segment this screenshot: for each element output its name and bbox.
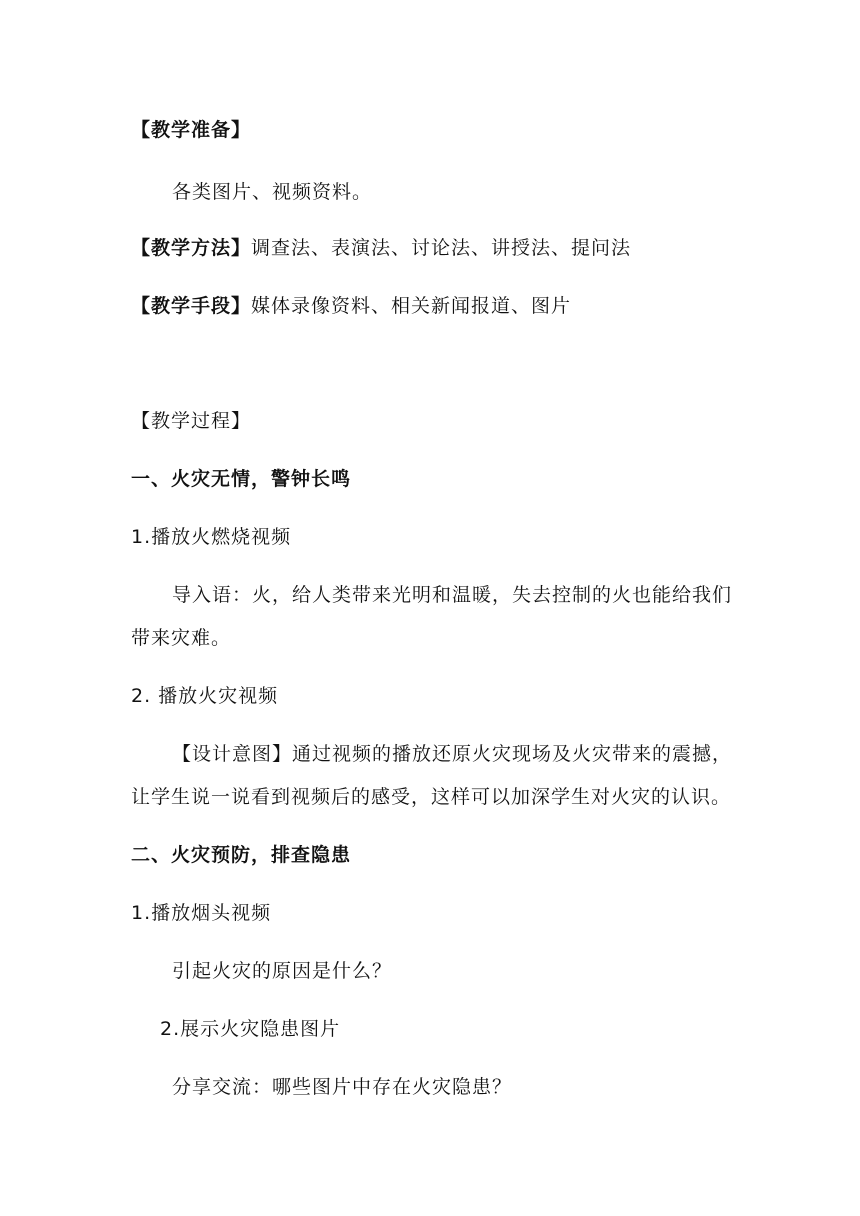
means-body: 媒体录像资料、相关新闻报道、图片	[251, 295, 572, 317]
design-intent-line1: 【设计意图】通过视频的播放还原火灾现场及火灾带来的震撼，	[172, 743, 733, 765]
method-body: 调查法、表演法、讨论法、讲授法、提问法	[251, 237, 632, 259]
prep-body: 各类图片、视频资料。	[172, 181, 373, 203]
design-intent-line2: 让学生说一说看到视频后的感受，这样可以加深学生对火灾的认识。	[131, 786, 732, 808]
section1-item2: 2. 播放火灾视频	[131, 685, 279, 707]
method-line	[131, 234, 860, 262]
section1-intro-line1: 导入语：火，给人类带来光明和温暖，失去控制的火也能给我们	[172, 584, 733, 606]
section1-intro-line2: 带来灾难。	[131, 627, 232, 649]
section2-question1: 引起火灾的原因是什么？	[172, 960, 393, 982]
section2-share: 分享交流：哪些图片中存在火灾隐患？	[172, 1076, 513, 1098]
section2-item1: 1.播放烟头视频	[131, 902, 272, 924]
prep-heading: 【教学准备】	[131, 119, 252, 141]
method-label: 【教学方法】	[131, 237, 252, 259]
means-label: 【教学手段】	[131, 295, 252, 317]
means-line	[131, 292, 860, 320]
section1-title: 一、火灾无情，警钟长鸣	[131, 468, 352, 490]
section1-item1: 1.播放火燃烧视频	[131, 526, 292, 548]
process-heading: 【教学过程】	[131, 410, 252, 432]
section2-title: 二、火灾预防，排查隐患	[131, 844, 352, 866]
section2-item2: 2.展示火灾隐患图片	[160, 1018, 341, 1040]
